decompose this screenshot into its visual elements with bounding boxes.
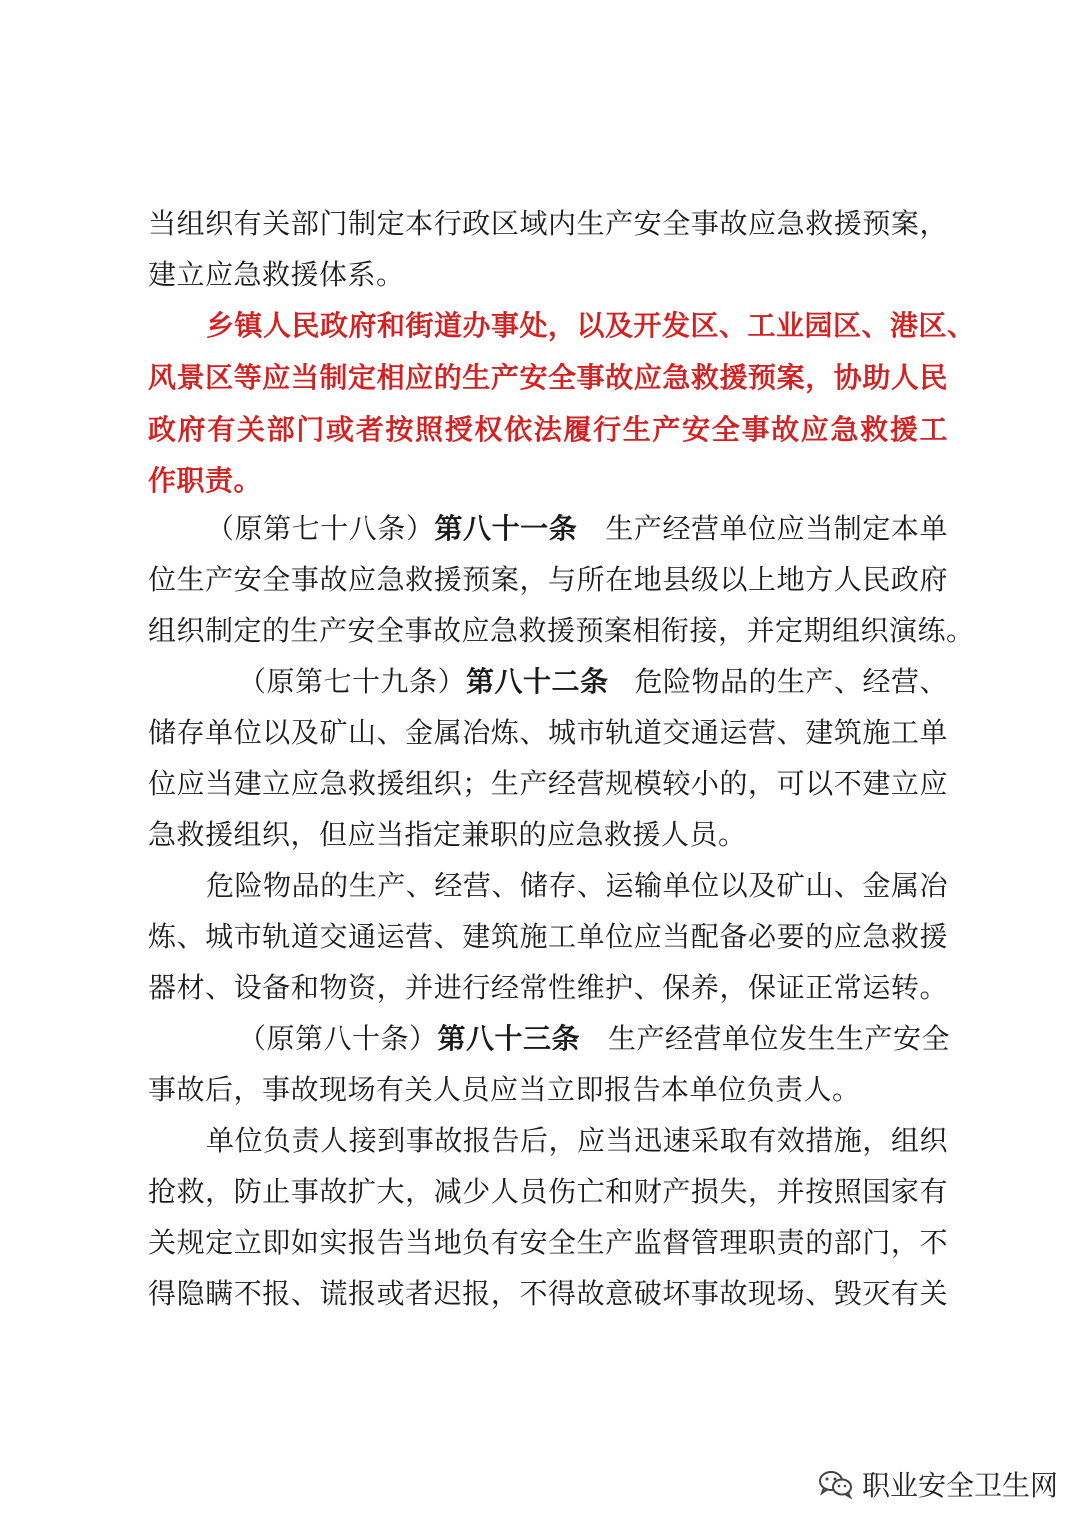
paragraph-line: 关规定立即如实报告当地负有安全生产监督管理职责的部门，不 xyxy=(148,1226,948,1259)
paragraph-line: 事故后，事故现场有关人员应当立即报告本单位负责人。 xyxy=(148,1073,861,1106)
paragraph-line: 位生产安全事故应急救援预案，与所在地县级以上地方人民政府 xyxy=(148,563,948,596)
paragraph-line: 储存单位以及矿山、金属冶炼、城市轨道交通运营、建筑施工单 xyxy=(148,716,948,749)
wechat-icon xyxy=(818,1469,854,1499)
highlighted-line: 乡镇人民政府和街道办事处，以及开发区、工业园区、港区、 xyxy=(206,309,976,342)
paragraph-line: 器材、设备和物资，并进行经常性维护、保养，保证正常运转。 xyxy=(148,971,948,1004)
paragraph-line: 位应当建立应急救援组织；生产经营规模较小的，可以不建立应 xyxy=(148,767,948,800)
article-number: 第八十一条 xyxy=(434,512,578,545)
paragraph-line: 抢救，防止事故扩大，减少人员伤亡和财产损失，并按照国家有 xyxy=(148,1175,948,1208)
original-article-ref: （原第七十九条） xyxy=(238,665,467,698)
article-heading-line: （原第七十八条）第八十一条 生产经营单位应当制定本单 xyxy=(206,512,948,545)
article-heading-line: （原第八十条）第八十三条 生产经营单位发生生产安全 xyxy=(238,1022,951,1055)
paragraph-line: 炼、城市轨道交通运营、建筑施工单位应当配备必要的应急救援 xyxy=(148,920,948,953)
paragraph-line: 危险物品的生产、经营、储存、运输单位以及矿山、金属冶 xyxy=(206,869,948,902)
original-article-ref: （原第八十条） xyxy=(238,1022,438,1055)
paragraph-line: 建立应急救援体系。 xyxy=(148,258,405,291)
highlighted-line: 作职责。 xyxy=(148,464,263,497)
paragraph-line: 当组织有关部门制定本行政区域内生产安全事故应急救援预案， xyxy=(148,207,948,240)
article-number: 第八十三条 xyxy=(437,1022,581,1055)
original-article-ref: （原第七十八条） xyxy=(206,512,435,545)
watermark-text: 职业安全卫生网 xyxy=(862,1469,1059,1502)
watermark xyxy=(818,1462,1058,1506)
paragraph-line: 单位负责人接到事故报告后，应当迅速采取有效措施，组织 xyxy=(206,1124,948,1157)
highlighted-line: 政府有关部门或者按照授权依法履行生产安全事故应急救援工 xyxy=(148,413,948,446)
highlighted-line: 风景区等应当制定相应的生产安全事故应急救援预案，协助人民 xyxy=(148,361,948,394)
paragraph-line: 得隐瞒不报、谎报或者迟报，不得故意破坏事故现场、毁灭有关 xyxy=(148,1277,948,1310)
paragraph-line: 组织制定的生产安全事故应急救援预案相衔接，并定期组织演练。 xyxy=(148,614,975,647)
article-number: 第八十二条 xyxy=(466,665,609,698)
paragraph-line: 急救援组织，但应当指定兼职的应急救援人员。 xyxy=(148,818,747,851)
article-heading-line: （原第七十九条）第八十二条 危险物品的生产、经营、 xyxy=(238,665,949,698)
